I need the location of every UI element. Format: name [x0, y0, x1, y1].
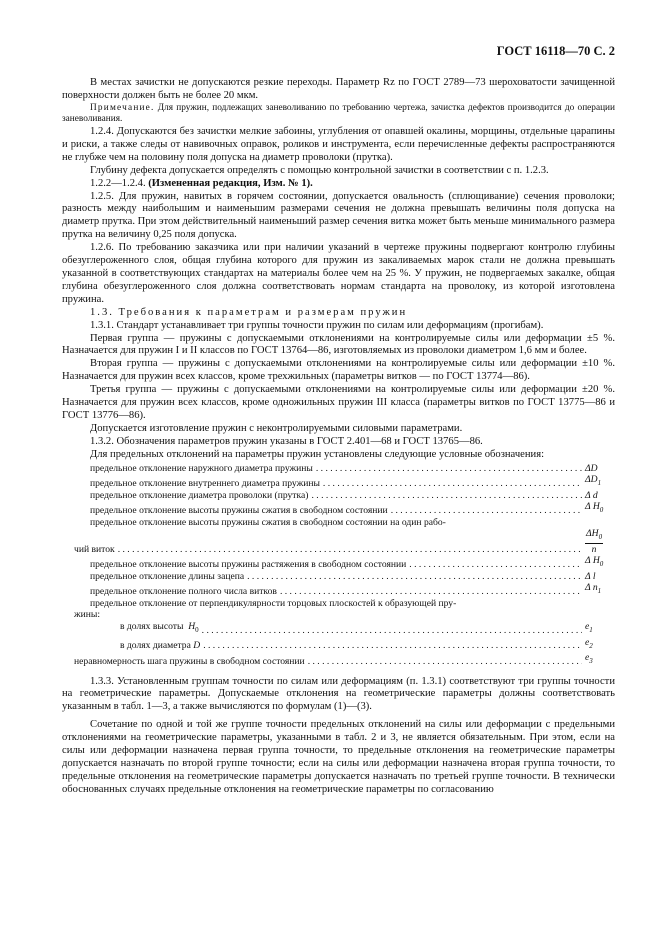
symbol-row: предельное отклонение внутреннего диаметра пружины . . . $\Delta D_1$ — [62, 474, 615, 490]
section-1-3-title: 1.3. Требования к параметрам и размерам пружин — [90, 306, 408, 318]
paragraph-revision — [62, 178, 615, 191]
symbol: Δ $H_0$ — [585, 501, 604, 515]
symbol-fraction: $\frac{\Delta H_0}{n}$ — [586, 528, 603, 556]
paragraph-1-3-3: 1.3.3. Установленным группам точности по силам или деформациям (п. 1.3.1) соответствуют три группы точности на геометрические параметры. Допускаемые отклонения на геометрические параметры должны соответствовать указанным в табл. 1—3, а также вычисляются по формулам (1)—(3). — [62, 675, 615, 713]
symbol-row: предельное отклонение наружного диаметра пружины . . . ΔD — [62, 463, 615, 475]
note-text: Для пружин, подлежащих заневоливанию по требованию чертежа, зачистка дефектов производится до операции заневоливания. — [62, 102, 615, 125]
symbol-row: предельное отклонение полного числа витков . . . Δ $n_1$ — [62, 582, 615, 598]
paragraph-1-2-5: 1.2.5. Для пружин, навитых в горячем состоянии, допускается овальность (сплющивание) сечения проволоки; разность между наибольшим и наименьшим размерами сечения не должна превышать величины поля допуска на диаметр прутка. При этом действительный наименьший размер сечения витка может быть меньше минимального размера прутка на величину 0,25 поля допуска. — [62, 190, 615, 241]
note-label: Примечание. — [90, 102, 155, 113]
symbol-row: неравномерность шага пружины в свободном состоянии . . . $e_3$ — [62, 652, 615, 668]
symbol-row: чий виток . . . $\frac{\Delta H_0}{n}$ — [62, 528, 615, 555]
symbol: $e_3$ — [585, 652, 593, 665]
paragraph-group-3: Третья группа — пружины с допускаемыми отклонениями на контролируемые силы или деформации ±20 %. Назначается для пружин всех классов, кроме одножильных пружин III класса (параметры витков по ГОСТ 13775—86 и ГОСТ 13776—86). — [62, 384, 615, 421]
symbol-label-wrap: жины: — [74, 609, 101, 621]
revision-note: (Измененная редакция, Изм. № 1). — [148, 177, 313, 189]
paragraph-1-2-4: 1.2.4. Допускаются без зачистки мелкие забоины, углубления от опавшей окалины, морщины, отдельные царапины и риски, а также следы от навивочных оправок, роликов и инструмента, если перечисленные дефекты распространяются не глубже чем на половину поля допуска на диаметр проволоки (прутка). — [62, 126, 615, 163]
symbol-row: в долях высоты $H_0$ . . . $e_1$ — [62, 621, 615, 637]
paragraph-cleaning: В местах зачистки не допускаются резкие переходы. Параметр Rz по ГОСТ 2789—73 шероховатости зачищенной поверхности должен быть не более 20 мкм. — [62, 77, 615, 101]
note — [62, 103, 615, 126]
paragraph-1-2-6: 1.2.6. По требованию заказчика или при наличии указаний в чертеже пружины подвергают контролю глубины обезуглероженного слоя, общая глубина которого для пружин из закаливаемых марок стали не должна превышать указанной в соответствующих стандартах на материалы более чем на 25 %. У пружин, не подвергаемых закалке, общая глубина обезуглероженного слоя должна соответствовать нормам стандарта на проволоку, из которой изготовлена пружина. — [62, 242, 615, 305]
symbol: Δ l — [585, 570, 596, 582]
symbol-label-wrap: предельное отклонение высоты пружины сжатия в свободном состоянии на один рабо- — [90, 516, 446, 528]
symbol-row: предельное отклонение высоты пружины растяжения в свободном состоянии . . . Δ $H_0$ — [62, 555, 615, 571]
symbol-row: предельное отклонение диаметра проволоки (прутка) . . . Δ d — [62, 490, 615, 502]
paragraph-uncontrolled: Допускается изготовление пружин с неконтролируемыми силовыми параметрами. — [90, 422, 463, 434]
symbol: $e_2$ — [585, 636, 593, 650]
symbol: Δ $n_1$ — [585, 582, 602, 596]
symbol: Δ $H_0$ — [585, 555, 604, 569]
symbol: $e_1$ — [585, 621, 593, 634]
revision-prefix: 1.2.2—1.2.4. — [90, 177, 149, 189]
symbol: Δ d — [585, 489, 598, 501]
symbol-row: предельное отклонение длины зацепа . . . Δ l — [62, 571, 615, 583]
paragraph-symbols-intro: Для предельных отклонений на параметры пружин установлены следующие условные обозначения: — [90, 448, 545, 460]
paragraph-combination: Сочетание по одной и той же группе точности предельных отклонений на силы или деформации с предельными отклонениями на геометрические параметры, указанными в табл. 2 и 3, не является обязательным. При этом, если на силы или деформации назначена первая группа точности, то предельные отклонения на геометрические параметры допускается назначать по второй группе точности; если на силы или деформации назначена вторая группа точности, то предельные отклонения на геометрические параметры допускается назначать по третьей группе точности. В технически обоснованных случаях предельные отклонения на геометрические параметры по согласованию — [62, 719, 615, 795]
paragraph-group-1: Первая группа — пружины с допускаемыми отклонениями на контролируемые силы или деформации ±5 %. Назначается для пружин I и II классов по ГОСТ 13764—86, изготовляемых из проволоки диаметром 1,6 мм и более. — [62, 332, 615, 357]
symbol: $\Delta D_1$ — [585, 474, 602, 488]
symbol-row: предельное отклонение высоты пружины сжатия в свободном состоянии . . . Δ $H_0$ — [62, 501, 615, 517]
symbols-list — [62, 463, 615, 668]
paragraph-1-3-1: 1.3.1. Стандарт устанавливает три группы точности пружин по силам или деформациям (прогибам). — [90, 319, 544, 331]
paragraph-group-2: Вторая группа — пружины с допускаемыми отклонениями на контролируемые силы или деформации ±10 %. Назначается для пружин всех классов, кроме трехжильных (параметры витков — по ГОСТ 13774—86). — [62, 358, 615, 383]
paragraph-depth: Глубину дефекта допускается определять с помощью контрольной зачистки в соответствии с п. 1.2.3. — [90, 164, 549, 176]
symbol-row: в долях диаметра D . . . $e_2$ — [62, 637, 615, 653]
symbol-label-wrap: предельное отклонение от перпендикулярности торцовых плоскостей к образующей пру- — [90, 597, 457, 609]
symbol: ΔD — [585, 462, 598, 474]
page-header: ГОСТ 16118—70 С. 2 — [496, 44, 615, 58]
paragraph-1-3-2: 1.3.2. Обозначения параметров пружин указаны в ГОСТ 2.401—68 и ГОСТ 13765—86. — [90, 435, 483, 447]
